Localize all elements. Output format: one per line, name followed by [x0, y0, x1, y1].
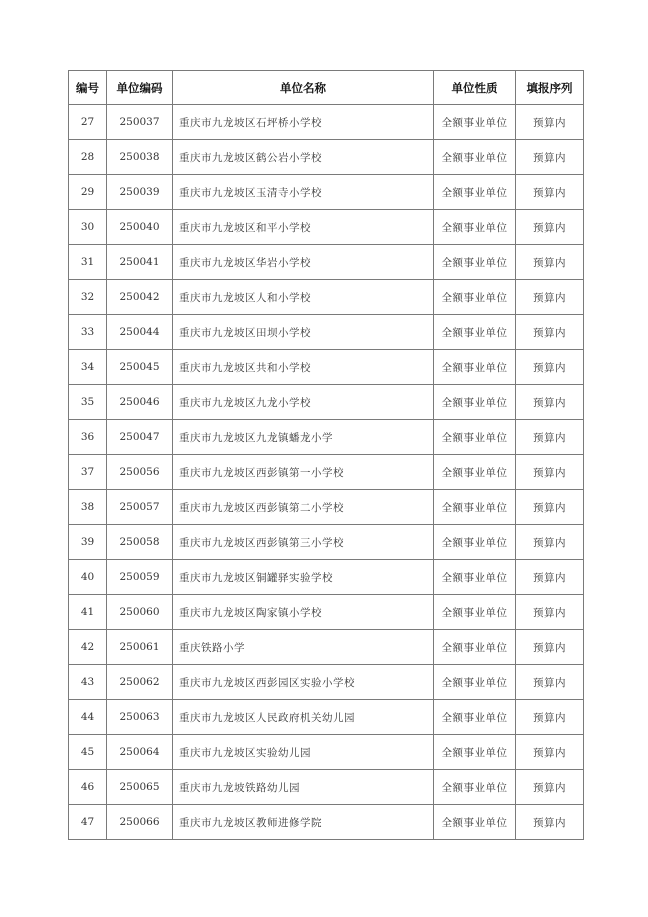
- cell-unit-name: 重庆市九龙坡区九龙镇蟠龙小学: [173, 420, 434, 455]
- cell-unit-nature: 全额事业单位: [434, 280, 516, 315]
- header-unit-code: 单位编码: [107, 71, 173, 105]
- cell-unit-nature: 全额事业单位: [434, 210, 516, 245]
- cell-report-sequence: 预算内: [516, 595, 584, 630]
- table-row: [69, 420, 584, 455]
- cell-number: 47: [69, 805, 107, 840]
- cell-number: 42: [69, 630, 107, 665]
- cell-report-sequence: 预算内: [516, 420, 584, 455]
- cell-report-sequence: 预算内: [516, 525, 584, 560]
- table-row: [69, 770, 584, 805]
- header-unit-name: 单位名称: [173, 71, 434, 105]
- cell-unit-code: 250039: [107, 175, 173, 210]
- cell-number: 44: [69, 700, 107, 735]
- cell-unit-code: 250061: [107, 630, 173, 665]
- cell-unit-code: 250047: [107, 420, 173, 455]
- cell-unit-nature: 全额事业单位: [434, 105, 516, 140]
- cell-unit-name: 重庆市九龙坡区石坪桥小学校: [173, 105, 434, 140]
- cell-unit-name: 重庆市九龙坡区共和小学校: [173, 350, 434, 385]
- table-row: [69, 630, 584, 665]
- cell-unit-code: 250059: [107, 560, 173, 595]
- cell-unit-code: 250066: [107, 805, 173, 840]
- table-row: [69, 315, 584, 350]
- header-unit-nature: 单位性质: [434, 71, 516, 105]
- cell-unit-name: 重庆市九龙坡区实验幼儿园: [173, 735, 434, 770]
- cell-unit-name: 重庆市九龙坡区华岩小学校: [173, 245, 434, 280]
- cell-unit-name: 重庆市九龙坡铁路幼儿园: [173, 770, 434, 805]
- cell-unit-name: 重庆市九龙坡区教师进修学院: [173, 805, 434, 840]
- table-row: [69, 525, 584, 560]
- cell-unit-code: 250038: [107, 140, 173, 175]
- cell-report-sequence: 预算内: [516, 385, 584, 420]
- cell-unit-code: 250045: [107, 350, 173, 385]
- cell-report-sequence: 预算内: [516, 140, 584, 175]
- table-row: [69, 280, 584, 315]
- cell-unit-name: 重庆市九龙坡区西彭镇第二小学校: [173, 490, 434, 525]
- cell-unit-nature: 全额事业单位: [434, 350, 516, 385]
- cell-report-sequence: 预算内: [516, 805, 584, 840]
- table-row: [69, 560, 584, 595]
- cell-number: 29: [69, 175, 107, 210]
- cell-unit-code: 250060: [107, 595, 173, 630]
- cell-unit-name: 重庆市九龙坡区和平小学校: [173, 210, 434, 245]
- table-row: [69, 105, 584, 140]
- cell-unit-name: 重庆市九龙坡区铜罐驿实验学校: [173, 560, 434, 595]
- cell-unit-code: 250064: [107, 735, 173, 770]
- table-row: [69, 490, 584, 525]
- cell-report-sequence: 预算内: [516, 245, 584, 280]
- cell-unit-code: 250046: [107, 385, 173, 420]
- cell-unit-nature: 全额事业单位: [434, 140, 516, 175]
- cell-unit-name: 重庆市九龙坡区西彭镇第一小学校: [173, 455, 434, 490]
- table-row: [69, 385, 584, 420]
- cell-unit-nature: 全额事业单位: [434, 455, 516, 490]
- cell-unit-nature: 全额事业单位: [434, 735, 516, 770]
- cell-unit-nature: 全额事业单位: [434, 525, 516, 560]
- cell-report-sequence: 预算内: [516, 560, 584, 595]
- table-header-row: [69, 71, 584, 105]
- table-row: [69, 665, 584, 700]
- cell-unit-name: 重庆市九龙坡区玉清寺小学校: [173, 175, 434, 210]
- cell-unit-code: 250041: [107, 245, 173, 280]
- table-row: [69, 210, 584, 245]
- cell-unit-nature: 全额事业单位: [434, 315, 516, 350]
- cell-unit-name: 重庆市九龙坡区鹤公岩小学校: [173, 140, 434, 175]
- cell-unit-code: 250063: [107, 700, 173, 735]
- cell-unit-code: 250044: [107, 315, 173, 350]
- cell-unit-nature: 全额事业单位: [434, 630, 516, 665]
- cell-report-sequence: 预算内: [516, 665, 584, 700]
- cell-unit-nature: 全额事业单位: [434, 175, 516, 210]
- cell-report-sequence: 预算内: [516, 280, 584, 315]
- cell-number: 37: [69, 455, 107, 490]
- cell-report-sequence: 预算内: [516, 735, 584, 770]
- cell-unit-nature: 全额事业单位: [434, 700, 516, 735]
- cell-unit-name: 重庆铁路小学: [173, 630, 434, 665]
- table-row: [69, 700, 584, 735]
- cell-number: 33: [69, 315, 107, 350]
- cell-unit-nature: 全额事业单位: [434, 665, 516, 700]
- cell-unit-name: 重庆市九龙坡区田坝小学校: [173, 315, 434, 350]
- cell-number: 34: [69, 350, 107, 385]
- cell-unit-code: 250065: [107, 770, 173, 805]
- cell-unit-code: 250040: [107, 210, 173, 245]
- table-row: [69, 595, 584, 630]
- table-row: [69, 175, 584, 210]
- table-row: [69, 245, 584, 280]
- cell-unit-name: 重庆市九龙坡区九龙小学校: [173, 385, 434, 420]
- cell-unit-nature: 全额事业单位: [434, 490, 516, 525]
- cell-unit-name: 重庆市九龙坡区西彭园区实验小学校: [173, 665, 434, 700]
- cell-report-sequence: 预算内: [516, 700, 584, 735]
- cell-report-sequence: 预算内: [516, 630, 584, 665]
- header-number: 编号: [69, 71, 107, 105]
- cell-unit-code: 250056: [107, 455, 173, 490]
- table-row: [69, 140, 584, 175]
- cell-number: 38: [69, 490, 107, 525]
- cell-unit-name: 重庆市九龙坡区人民政府机关幼儿园: [173, 700, 434, 735]
- cell-unit-nature: 全额事业单位: [434, 385, 516, 420]
- cell-report-sequence: 预算内: [516, 175, 584, 210]
- cell-number: 41: [69, 595, 107, 630]
- cell-number: 35: [69, 385, 107, 420]
- table-row: [69, 350, 584, 385]
- table-row: [69, 805, 584, 840]
- cell-number: 36: [69, 420, 107, 455]
- cell-unit-code: 250037: [107, 105, 173, 140]
- cell-report-sequence: 预算内: [516, 350, 584, 385]
- cell-number: 39: [69, 525, 107, 560]
- table-row: [69, 735, 584, 770]
- cell-number: 45: [69, 735, 107, 770]
- cell-number: 31: [69, 245, 107, 280]
- cell-number: 30: [69, 210, 107, 245]
- cell-unit-nature: 全额事业单位: [434, 245, 516, 280]
- cell-unit-code: 250062: [107, 665, 173, 700]
- cell-report-sequence: 预算内: [516, 455, 584, 490]
- cell-unit-nature: 全额事业单位: [434, 770, 516, 805]
- cell-number: 46: [69, 770, 107, 805]
- cell-number: 43: [69, 665, 107, 700]
- table-row: [69, 455, 584, 490]
- cell-number: 28: [69, 140, 107, 175]
- cell-unit-nature: 全额事业单位: [434, 420, 516, 455]
- cell-report-sequence: 预算内: [516, 315, 584, 350]
- cell-number: 27: [69, 105, 107, 140]
- cell-unit-nature: 全额事业单位: [434, 595, 516, 630]
- cell-unit-name: 重庆市九龙坡区人和小学校: [173, 280, 434, 315]
- header-report-sequence: 填报序列: [516, 71, 584, 105]
- cell-report-sequence: 预算内: [516, 210, 584, 245]
- cell-unit-code: 250058: [107, 525, 173, 560]
- cell-unit-nature: 全额事业单位: [434, 560, 516, 595]
- unit-list-table: [68, 70, 584, 840]
- cell-unit-nature: 全额事业单位: [434, 805, 516, 840]
- cell-unit-code: 250042: [107, 280, 173, 315]
- cell-report-sequence: 预算内: [516, 490, 584, 525]
- cell-unit-name: 重庆市九龙坡区西彭镇第三小学校: [173, 525, 434, 560]
- cell-report-sequence: 预算内: [516, 770, 584, 805]
- cell-number: 32: [69, 280, 107, 315]
- cell-unit-name: 重庆市九龙坡区陶家镇小学校: [173, 595, 434, 630]
- cell-unit-code: 250057: [107, 490, 173, 525]
- cell-number: 40: [69, 560, 107, 595]
- cell-report-sequence: 预算内: [516, 105, 584, 140]
